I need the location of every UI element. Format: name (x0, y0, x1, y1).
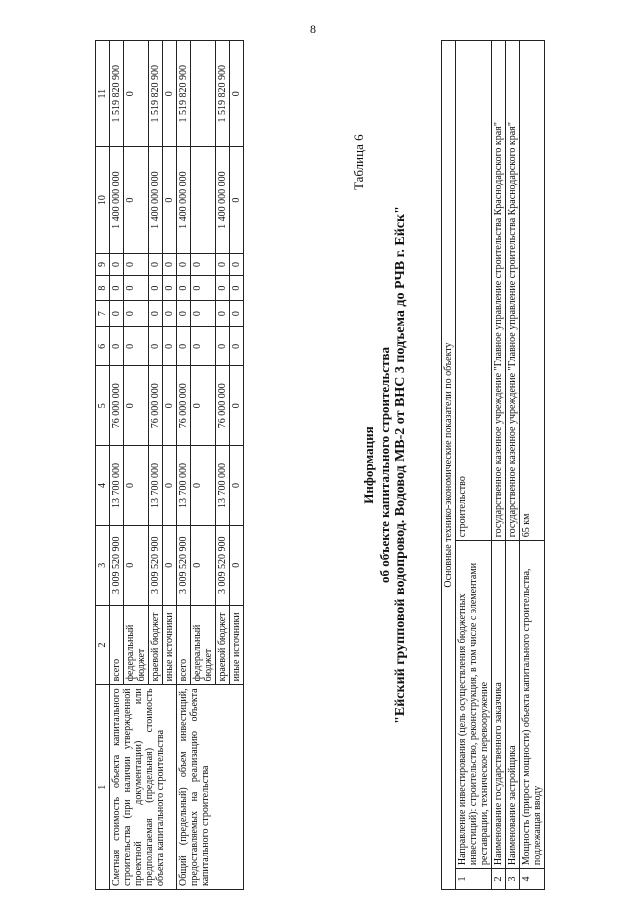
table-cell: 0 (177, 327, 191, 366)
table-cell: 1 400 000 000 (216, 147, 230, 253)
table-cell (191, 147, 216, 253)
table-cell: 0 (110, 300, 124, 327)
table-row (506, 41, 520, 890)
table-cell: 0 (124, 147, 149, 253)
table-cell: 0 (163, 147, 177, 253)
indicators-table (441, 40, 545, 890)
col-header: 9 (96, 253, 110, 276)
table-cell: 0 (177, 276, 191, 301)
table-cell: 76 000 000 (149, 366, 163, 446)
table-row (110, 41, 124, 890)
document-title (361, 40, 409, 890)
table-cell: 0 (216, 300, 230, 327)
table-cell: 0 (177, 253, 191, 276)
indicator-value: государственное казенное учреждение "Главное управление строительства Краснодарского края" (492, 41, 506, 541)
table-cell (191, 41, 216, 147)
col-header: 5 (96, 366, 110, 446)
table-cell: 0 (163, 525, 177, 605)
table-cell: 76 000 000 (110, 366, 124, 446)
table-cell: 0 (230, 366, 244, 446)
table-row (492, 41, 506, 890)
funding-source: федеральный бюджет (124, 605, 149, 685)
indicator-value: строительство (456, 41, 492, 541)
table-cell: 13 700 000 (216, 446, 230, 526)
table-cell: 3 009 520 900 (177, 525, 191, 605)
table-cell: 0 (230, 327, 244, 366)
table-cell: 0 (124, 525, 149, 605)
table-cell: 13 700 000 (110, 446, 124, 526)
table-row (177, 41, 191, 890)
table-caption: Таблица 6 (351, 134, 366, 190)
table-cell: 3 009 520 900 (110, 525, 124, 605)
table-cell: 0 (191, 366, 216, 446)
title-line: об объекте капитального строительства (377, 347, 392, 583)
table-cell: 0 (163, 276, 177, 301)
table-cell: 3 009 520 900 (216, 525, 230, 605)
col-header: 1 (96, 685, 110, 890)
funding-table (95, 40, 244, 890)
table-cell: 0 (124, 446, 149, 526)
table-cell: 0 (163, 446, 177, 526)
table-cell: 13 700 000 (149, 446, 163, 526)
indicators-header: Основные технико-экономические показатели по объекту (442, 41, 456, 890)
table-cell: 0 (230, 300, 244, 327)
table-cell: 0 (191, 525, 216, 605)
table-cell: 0 (110, 276, 124, 301)
table-cell: 0 (110, 253, 124, 276)
indicator-value: государственное казенное учреждение "Главное управление строительства Краснодарского края" (506, 41, 520, 541)
rotated-page-content (95, 40, 615, 890)
table-cell: 0 (230, 147, 244, 253)
group-label: Общий (предельный) объем инвестиций, предоставляемых на реализацию объекта капитального строительства (177, 685, 244, 890)
table-cell: 0 (163, 366, 177, 446)
col-header: 8 (96, 276, 110, 301)
funding-source: всего (110, 605, 124, 685)
table-cell: 1 400 000 000 (177, 147, 191, 253)
table-cell: 0 (177, 300, 191, 327)
indicator-label: Направление инвестирования (цель осуществления бюджетных инвестиций): строительство, реконструкция, в том числе с элементами реставрации, техническое перевооружение (456, 541, 492, 869)
table-cell: 1 519 820 900 (177, 41, 191, 147)
table-row (520, 41, 545, 890)
table-cell: 0 (230, 253, 244, 276)
indicator-label: Наименование государственного заказчика (492, 541, 506, 869)
row-number: 3 (506, 869, 520, 890)
col-header: 10 (96, 147, 110, 253)
table-cell: 1 519 820 900 (216, 41, 230, 147)
table-cell: 76 000 000 (177, 366, 191, 446)
title-line: "Ейский групповой водопровод. Водовод МВ-2 от ВНС 3 подъема до РЧВ г. Ейск" (393, 206, 408, 724)
col-header: 4 (96, 446, 110, 526)
funding-source: краевой бюджет (216, 605, 230, 685)
table-cell: 0 (230, 276, 244, 301)
table-cell: 0 (230, 525, 244, 605)
table-cell: 0 (163, 253, 177, 276)
table-cell: 0 (191, 327, 216, 366)
table-cell: 0 (191, 300, 216, 327)
table-cell: 1 519 820 900 (110, 41, 124, 147)
table-cell: 1 400 000 000 (110, 147, 124, 253)
table-cell: 0 (191, 276, 216, 301)
row-number: 2 (492, 869, 506, 890)
col-header: 11 (96, 41, 110, 147)
table-cell: 0 (163, 327, 177, 366)
table-cell: 0 (149, 253, 163, 276)
table-cell: 0 (191, 446, 216, 526)
table-cell: 0 (149, 276, 163, 301)
table-cell: 0 (191, 253, 216, 276)
table-cell: 0 (124, 253, 149, 276)
table-cell: 0 (124, 300, 149, 327)
table-cell: 76 000 000 (216, 366, 230, 446)
table-row (456, 41, 492, 890)
row-number: 4 (520, 869, 545, 890)
page-number: 8 (310, 22, 316, 36)
funding-source: всего (177, 605, 191, 685)
funding-table-header (96, 41, 110, 890)
table-cell: 0 (149, 327, 163, 366)
indicator-label: Наименование застройщика (506, 541, 520, 869)
table-cell: 0 (230, 446, 244, 526)
col-header: 7 (96, 300, 110, 327)
table-cell: 1 519 820 900 (149, 41, 163, 147)
table-cell: 13 700 000 (177, 446, 191, 526)
funding-source: федеральный бюджет (191, 605, 216, 685)
table-cell: 0 (216, 276, 230, 301)
table-cell: 0 (149, 300, 163, 327)
title-line: Информация (361, 426, 376, 504)
col-header: 3 (96, 525, 110, 605)
table-cell: 0 (124, 276, 149, 301)
funding-source: иные источники (230, 605, 244, 685)
funding-source: иные источники (163, 605, 177, 685)
indicator-label: Мощность (прирост мощности) объекта капитального строительства, подлежащая вводу (520, 541, 545, 869)
table-cell: 0 (216, 327, 230, 366)
table-cell: 0 (124, 327, 149, 366)
col-header: 6 (96, 327, 110, 366)
funding-source: краевой бюджет (149, 605, 163, 685)
table-cell: 0 (216, 253, 230, 276)
table-cell: 0 (230, 41, 244, 147)
table-cell: 0 (124, 41, 149, 147)
indicator-value: 65 км (520, 41, 545, 541)
group-label: Сметная стоимость объекта капитального строительства (при наличии утвержденной проектной документации) или предполагаемая (предельная) стоимость объекта капитального строительства (110, 685, 177, 890)
col-header: 2 (96, 605, 110, 685)
row-number: 1 (456, 869, 492, 890)
table-cell: 0 (163, 41, 177, 147)
table-cell: 0 (163, 300, 177, 327)
table-cell: 0 (110, 327, 124, 366)
table-cell: 0 (124, 366, 149, 446)
table-cell: 1 400 000 000 (149, 147, 163, 253)
table-cell: 3 009 520 900 (149, 525, 163, 605)
